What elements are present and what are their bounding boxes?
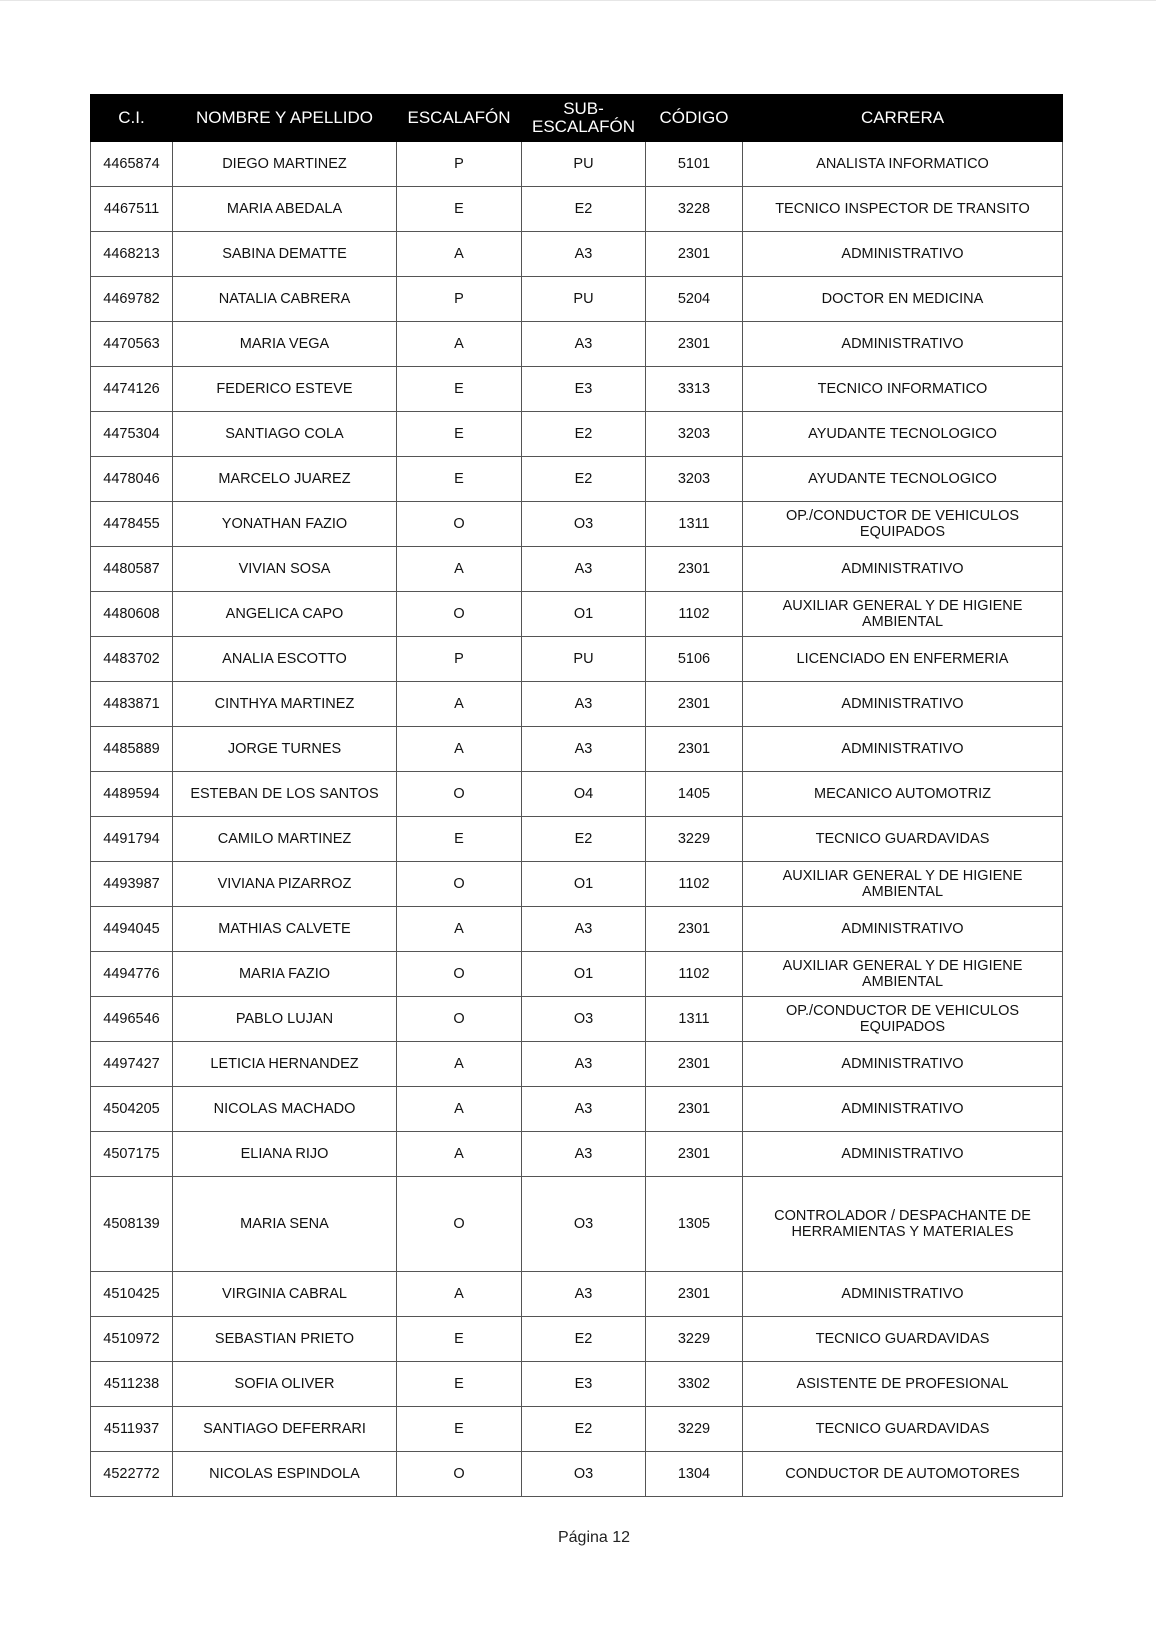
codigo-cell: 3228 — [646, 187, 743, 232]
table-body — [91, 142, 1063, 1497]
escalafon-cell: O — [397, 1177, 522, 1272]
table-row — [91, 367, 1063, 412]
codigo-cell: 2301 — [646, 1087, 743, 1132]
subescalafon-cell: PU — [522, 142, 646, 187]
escalafon-cell: E — [397, 187, 522, 232]
subescalafon-cell: A3 — [522, 727, 646, 772]
ci-cell: 4485889 — [91, 727, 173, 772]
codigo-cell: 2301 — [646, 1132, 743, 1177]
table-row — [91, 952, 1063, 997]
name-cell: ELIANA RIJO — [173, 1132, 397, 1177]
header-escalafon: ESCALAFÓN — [397, 95, 522, 142]
table-row — [91, 277, 1063, 322]
ci-cell: 4480608 — [91, 592, 173, 637]
table-row — [91, 997, 1063, 1042]
escalafon-cell: O — [397, 997, 522, 1042]
subescalafon-cell: A3 — [522, 907, 646, 952]
ci-cell: 4491794 — [91, 817, 173, 862]
name-cell: VIRGINIA CABRAL — [173, 1272, 397, 1317]
ci-cell: 4497427 — [91, 1042, 173, 1087]
table-row — [91, 1177, 1063, 1272]
name-cell: ANGELICA CAPO — [173, 592, 397, 637]
escalafon-cell: P — [397, 142, 522, 187]
page-edge — [0, 0, 1156, 1]
ci-cell: 4465874 — [91, 142, 173, 187]
ci-cell: 4474126 — [91, 367, 173, 412]
carrera-cell: ADMINISTRATIVO — [743, 727, 1063, 772]
escalafon-cell: E — [397, 412, 522, 457]
name-cell: MARIA FAZIO — [173, 952, 397, 997]
table-row — [91, 727, 1063, 772]
header-nombre: NOMBRE Y APELLIDO — [173, 95, 397, 142]
carrera-cell: MECANICO AUTOMOTRIZ — [743, 772, 1063, 817]
table-row — [91, 1087, 1063, 1132]
table-row — [91, 907, 1063, 952]
subescalafon-cell: E2 — [522, 1407, 646, 1452]
table-row — [91, 1317, 1063, 1362]
carrera-cell: ADMINISTRATIVO — [743, 907, 1063, 952]
header-subescalafon — [522, 95, 646, 142]
name-cell: JORGE TURNES — [173, 727, 397, 772]
subescalafon-cell: O3 — [522, 997, 646, 1042]
name-cell: CAMILO MARTINEZ — [173, 817, 397, 862]
codigo-cell: 5106 — [646, 637, 743, 682]
subescalafon-cell: A3 — [522, 547, 646, 592]
name-cell: MARIA SENA — [173, 1177, 397, 1272]
escalafon-cell: O — [397, 1452, 522, 1497]
codigo-cell: 1102 — [646, 862, 743, 907]
carrera-cell: ADMINISTRATIVO — [743, 322, 1063, 367]
subescalafon-cell: E2 — [522, 457, 646, 502]
ci-cell: 4511238 — [91, 1362, 173, 1407]
escalafon-cell: E — [397, 457, 522, 502]
codigo-cell: 1102 — [646, 592, 743, 637]
table-row — [91, 682, 1063, 727]
ci-cell: 4478455 — [91, 502, 173, 547]
subescalafon-cell: E2 — [522, 817, 646, 862]
codigo-cell: 3203 — [646, 412, 743, 457]
escalafon-cell: A — [397, 1087, 522, 1132]
name-cell: NATALIA CABRERA — [173, 277, 397, 322]
subescalafon-cell: O1 — [522, 952, 646, 997]
carrera-cell: TECNICO GUARDAVIDAS — [743, 1407, 1063, 1452]
ci-cell: 4467511 — [91, 187, 173, 232]
ci-cell: 4468213 — [91, 232, 173, 277]
ci-cell: 4507175 — [91, 1132, 173, 1177]
table-header-row — [91, 95, 1063, 142]
page-number: Página 12 — [557, 1529, 631, 1546]
carrera-cell: AUXILIAR GENERAL Y DE HIGIENE AMBIENTAL — [743, 952, 1063, 997]
table-row — [91, 1407, 1063, 1452]
name-cell: SOFIA OLIVER — [173, 1362, 397, 1407]
name-cell: SABINA DEMATTE — [173, 232, 397, 277]
subescalafon-cell: A3 — [522, 1087, 646, 1132]
carrera-cell: CONTROLADOR / DESPACHANTE DE HERRAMIENTAS Y MATERIALES — [743, 1177, 1063, 1272]
ci-cell: 4504205 — [91, 1087, 173, 1132]
carrera-cell: ADMINISTRATIVO — [743, 547, 1063, 592]
personnel-table — [90, 94, 1063, 1497]
name-cell: PABLO LUJAN — [173, 997, 397, 1042]
escalafon-cell: A — [397, 322, 522, 367]
carrera-cell: CONDUCTOR DE AUTOMOTORES — [743, 1452, 1063, 1497]
subescalafon-cell: E2 — [522, 187, 646, 232]
name-cell: MATHIAS CALVETE — [173, 907, 397, 952]
name-cell: CINTHYA MARTINEZ — [173, 682, 397, 727]
header-ci: C.I. — [91, 95, 173, 142]
table-row — [91, 232, 1063, 277]
name-cell: VIVIAN SOSA — [173, 547, 397, 592]
ci-cell: 4508139 — [91, 1177, 173, 1272]
escalafon-cell: O — [397, 862, 522, 907]
name-cell: SANTIAGO DEFERRARI — [173, 1407, 397, 1452]
name-cell: ANALIA ESCOTTO — [173, 637, 397, 682]
escalafon-cell: A — [397, 1042, 522, 1087]
ci-cell: 4496546 — [91, 997, 173, 1042]
carrera-cell: LICENCIADO EN ENFERMERIA — [743, 637, 1063, 682]
name-cell: VIVIANA PIZARROZ — [173, 862, 397, 907]
carrera-cell: TECNICO GUARDAVIDAS — [743, 1317, 1063, 1362]
escalafon-cell: E — [397, 817, 522, 862]
carrera-cell: ADMINISTRATIVO — [743, 1272, 1063, 1317]
carrera-cell: TECNICO INFORMATICO — [743, 367, 1063, 412]
table-row — [91, 1132, 1063, 1177]
table-row — [91, 142, 1063, 187]
subescalafon-cell: A3 — [522, 682, 646, 727]
carrera-cell: AUXILIAR GENERAL Y DE HIGIENE AMBIENTAL — [743, 592, 1063, 637]
ci-cell: 4510972 — [91, 1317, 173, 1362]
escalafon-cell: E — [397, 367, 522, 412]
ci-cell: 4475304 — [91, 412, 173, 457]
table-row — [91, 1042, 1063, 1087]
name-cell: NICOLAS ESPINDOLA — [173, 1452, 397, 1497]
codigo-cell: 3229 — [646, 1407, 743, 1452]
escalafon-cell: O — [397, 772, 522, 817]
ci-cell: 4494045 — [91, 907, 173, 952]
table-row — [91, 1362, 1063, 1407]
codigo-cell: 3302 — [646, 1362, 743, 1407]
table-row — [91, 772, 1063, 817]
ci-cell: 4494776 — [91, 952, 173, 997]
subescalafon-cell: A3 — [522, 232, 646, 277]
table-row — [91, 637, 1063, 682]
subescalafon-cell: O1 — [522, 592, 646, 637]
escalafon-cell: P — [397, 637, 522, 682]
name-cell: MARIA ABEDALA — [173, 187, 397, 232]
table-row — [91, 457, 1063, 502]
carrera-cell: OP./CONDUCTOR DE VEHICULOS EQUIPADOS — [743, 997, 1063, 1042]
table-row — [91, 547, 1063, 592]
header-codigo: CÓDIGO — [646, 95, 743, 142]
subescalafon-cell: PU — [522, 637, 646, 682]
codigo-cell: 3229 — [646, 817, 743, 862]
carrera-cell: ASISTENTE DE PROFESIONAL — [743, 1362, 1063, 1407]
subescalafon-cell: O4 — [522, 772, 646, 817]
subescalafon-cell: O3 — [522, 502, 646, 547]
escalafon-cell: A — [397, 727, 522, 772]
ci-cell: 4522772 — [91, 1452, 173, 1497]
name-cell: MARCELO JUAREZ — [173, 457, 397, 502]
subescalafon-cell: E2 — [522, 1317, 646, 1362]
codigo-cell: 3229 — [646, 1317, 743, 1362]
codigo-cell: 2301 — [646, 1042, 743, 1087]
ci-cell: 4511937 — [91, 1407, 173, 1452]
subescalafon-cell: PU — [522, 277, 646, 322]
codigo-cell: 1102 — [646, 952, 743, 997]
subescalafon-cell: A3 — [522, 322, 646, 367]
subescalafon-cell: E2 — [522, 412, 646, 457]
escalafon-cell: O — [397, 502, 522, 547]
carrera-cell: ADMINISTRATIVO — [743, 1042, 1063, 1087]
carrera-cell: AYUDANTE TECNOLOGICO — [743, 457, 1063, 502]
codigo-cell: 2301 — [646, 232, 743, 277]
codigo-cell: 3313 — [646, 367, 743, 412]
name-cell: DIEGO MARTINEZ — [173, 142, 397, 187]
carrera-cell: TECNICO GUARDAVIDAS — [743, 817, 1063, 862]
codigo-cell: 3203 — [646, 457, 743, 502]
table-row — [91, 187, 1063, 232]
name-cell: YONATHAN FAZIO — [173, 502, 397, 547]
subescalafon-cell: E3 — [522, 1362, 646, 1407]
table-row — [91, 592, 1063, 637]
ci-cell: 4483702 — [91, 637, 173, 682]
ci-cell: 4483871 — [91, 682, 173, 727]
carrera-cell: DOCTOR EN MEDICINA — [743, 277, 1063, 322]
carrera-cell: ADMINISTRATIVO — [743, 1087, 1063, 1132]
ci-cell: 4469782 — [91, 277, 173, 322]
escalafon-cell: A — [397, 1132, 522, 1177]
header-subescalafon-line1: SUB- — [563, 99, 604, 118]
ci-cell: 4478046 — [91, 457, 173, 502]
escalafon-cell: A — [397, 1272, 522, 1317]
name-cell: SANTIAGO COLA — [173, 412, 397, 457]
carrera-cell: AUXILIAR GENERAL Y DE HIGIENE AMBIENTAL — [743, 862, 1063, 907]
carrera-cell: ANALISTA INFORMATICO — [743, 142, 1063, 187]
codigo-cell: 2301 — [646, 1272, 743, 1317]
codigo-cell: 1311 — [646, 502, 743, 547]
header-carrera: CARRERA — [743, 95, 1063, 142]
codigo-cell: 1305 — [646, 1177, 743, 1272]
escalafon-cell: A — [397, 682, 522, 727]
ci-cell: 4510425 — [91, 1272, 173, 1317]
carrera-cell: AYUDANTE TECNOLOGICO — [743, 412, 1063, 457]
name-cell: MARIA VEGA — [173, 322, 397, 367]
table-row — [91, 1452, 1063, 1497]
ci-cell: 4470563 — [91, 322, 173, 367]
codigo-cell: 1311 — [646, 997, 743, 1042]
codigo-cell: 2301 — [646, 907, 743, 952]
codigo-cell: 1304 — [646, 1452, 743, 1497]
carrera-cell: ADMINISTRATIVO — [743, 232, 1063, 277]
ci-cell: 4480587 — [91, 547, 173, 592]
escalafon-cell: A — [397, 907, 522, 952]
table-row — [91, 502, 1063, 547]
carrera-cell: TECNICO INSPECTOR DE TRANSITO — [743, 187, 1063, 232]
subescalafon-cell: A3 — [522, 1272, 646, 1317]
escalafon-cell: A — [397, 547, 522, 592]
table-row — [91, 817, 1063, 862]
subescalafon-cell: O3 — [522, 1452, 646, 1497]
name-cell: NICOLAS MACHADO — [173, 1087, 397, 1132]
subescalafon-cell: E3 — [522, 367, 646, 412]
subescalafon-cell: A3 — [522, 1132, 646, 1177]
escalafon-cell: E — [397, 1362, 522, 1407]
escalafon-cell: E — [397, 1317, 522, 1362]
subescalafon-cell: A3 — [522, 1042, 646, 1087]
table-row — [91, 1272, 1063, 1317]
codigo-cell: 2301 — [646, 727, 743, 772]
name-cell: FEDERICO ESTEVE — [173, 367, 397, 412]
escalafon-cell: A — [397, 232, 522, 277]
ci-cell: 4493987 — [91, 862, 173, 907]
escalafon-cell: E — [397, 1407, 522, 1452]
ci-cell: 4489594 — [91, 772, 173, 817]
table-row — [91, 412, 1063, 457]
codigo-cell: 2301 — [646, 682, 743, 727]
codigo-cell: 5101 — [646, 142, 743, 187]
carrera-cell: ADMINISTRATIVO — [743, 1132, 1063, 1177]
codigo-cell: 5204 — [646, 277, 743, 322]
name-cell: ESTEBAN DE LOS SANTOS — [173, 772, 397, 817]
codigo-cell: 1405 — [646, 772, 743, 817]
header-subescalafon-line2: ESCALAFÓN — [532, 117, 635, 136]
carrera-cell: ADMINISTRATIVO — [743, 682, 1063, 727]
subescalafon-cell: O1 — [522, 862, 646, 907]
subescalafon-cell: O3 — [522, 1177, 646, 1272]
table-row — [91, 862, 1063, 907]
codigo-cell: 2301 — [646, 322, 743, 367]
escalafon-cell: O — [397, 952, 522, 997]
codigo-cell: 2301 — [646, 547, 743, 592]
name-cell: LETICIA HERNANDEZ — [173, 1042, 397, 1087]
escalafon-cell: P — [397, 277, 522, 322]
carrera-cell: OP./CONDUCTOR DE VEHICULOS EQUIPADOS — [743, 502, 1063, 547]
escalafon-cell: O — [397, 592, 522, 637]
name-cell: SEBASTIAN PRIETO — [173, 1317, 397, 1362]
table-row — [91, 322, 1063, 367]
